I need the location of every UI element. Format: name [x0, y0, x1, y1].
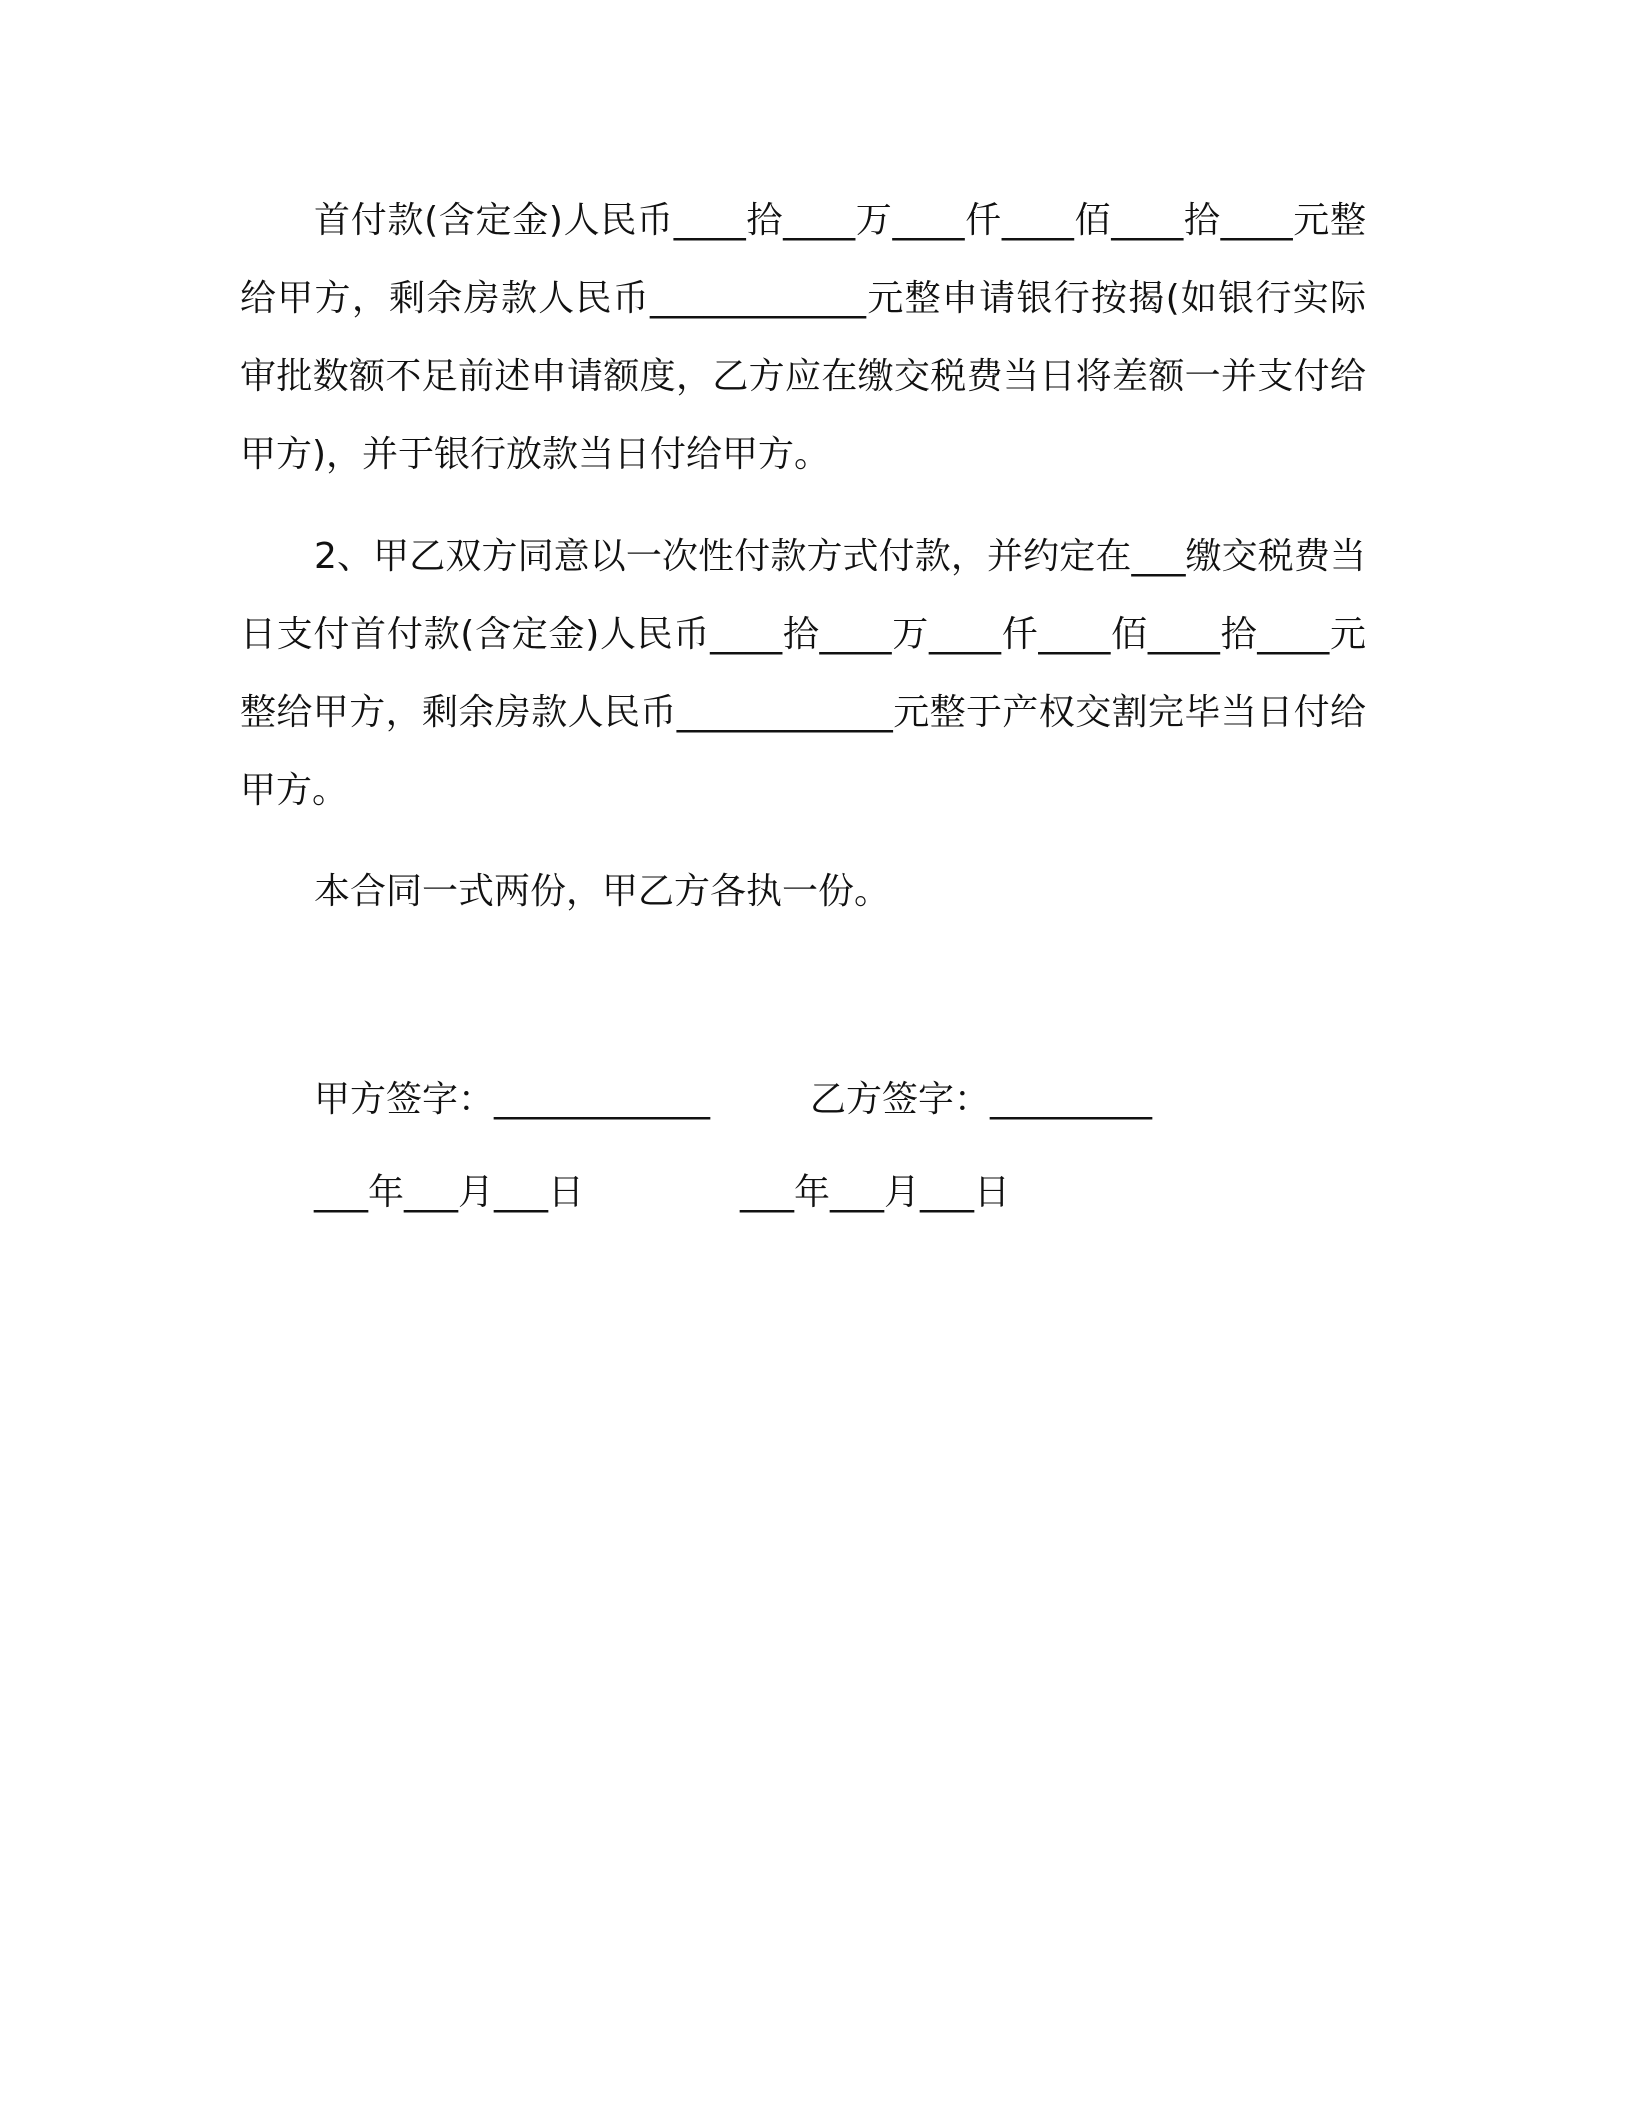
copies-clause: 本合同一式两份，甲乙方各执一份。 — [314, 871, 891, 912]
payment-clause-lump-sum: 2、甲乙双方同意以一次性付款方式付款，并约定在___缴交税费当日支付首付款(含定金)人民币____拾____万____仟____佰____拾____元整给甲方，剩余房款人民币____________元整于产权交割完毕当日付给甲方。 — [240, 536, 1366, 811]
party-b-signature: 乙方签字：_________ — [810, 1079, 1153, 1120]
party-a-signature: 甲方签字：____________ — [314, 1079, 711, 1120]
payment-clause-mortgage: 首付款(含定金)人民币____拾____万____仟____佰____拾____元整给甲方，剩余房款人民币____________元整申请银行按揭(如银行实际审批数额不足前述申请额度，乙方应在缴交税费当日将差额一并支付给甲方)，并于银行放款当日付给甲方。 — [240, 200, 1366, 475]
party-a-date: ___年___月___日 — [314, 1172, 585, 1213]
party-b-date: ___年___月___日 — [740, 1172, 1011, 1213]
